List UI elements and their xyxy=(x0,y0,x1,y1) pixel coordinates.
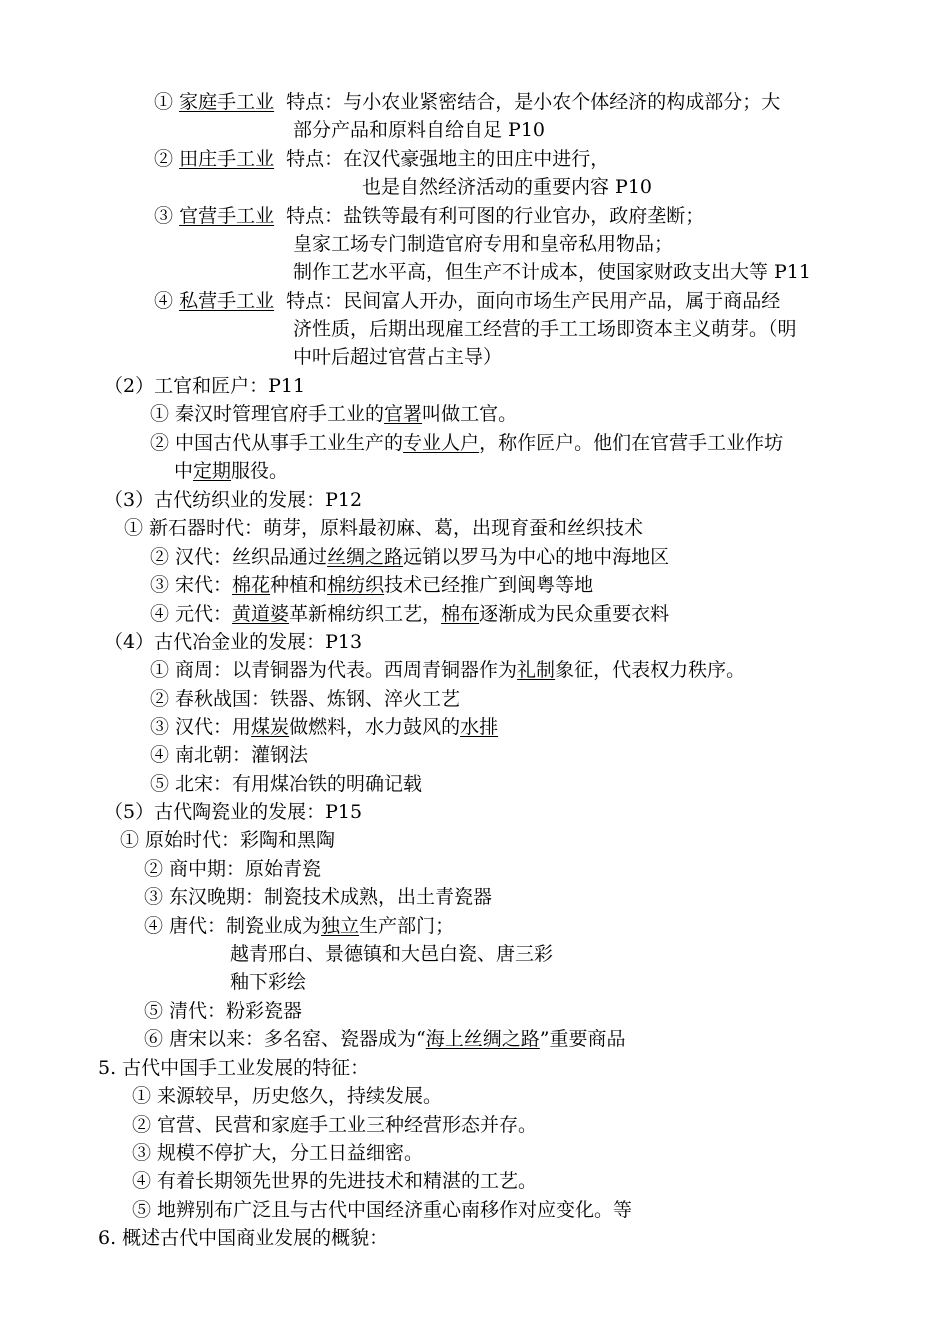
text-line: 中叶后超过官营占主导） xyxy=(293,346,503,368)
item-number: ④ xyxy=(154,290,174,312)
item-number: ① xyxy=(154,91,174,113)
list-item-cont: 釉下彩绘 xyxy=(230,971,307,993)
text: 做燃料，水力鼓风的 xyxy=(289,716,461,738)
item-number: ② xyxy=(154,148,174,170)
list-item: ③ 规模不停扩大，分工日益细密。 xyxy=(132,1142,424,1164)
craft-3-line xyxy=(154,202,704,230)
craft-name: 官营手工业 xyxy=(179,205,275,227)
list-item xyxy=(150,571,593,599)
list-item: ⑤ 地辨别布广泛且与古代中国经济重心南移作对应变化。等 xyxy=(132,1199,633,1221)
list-item xyxy=(150,600,669,628)
question-heading: 5. 古代中国手工业发展的特征： xyxy=(98,1057,370,1079)
text-line: 在汉代豪强地主的田庄中进行， xyxy=(343,148,610,170)
underlined-term: 黄道婆 xyxy=(232,603,290,625)
text: 逐渐成为民众重要衣料 xyxy=(479,603,670,625)
craft-2-line xyxy=(154,145,609,173)
craft-4-line xyxy=(154,287,780,315)
underlined-term: 棉花 xyxy=(232,574,271,596)
item-number: ③ xyxy=(154,205,174,227)
underlined-term: 水排 xyxy=(460,716,499,738)
feature-label: 特点： xyxy=(286,205,344,227)
text: ④ 元代： xyxy=(150,603,233,625)
text: ③ 汉代：用 xyxy=(150,716,252,738)
text-line: 也是自然经济活动的重要内容 P10 xyxy=(362,176,653,198)
list-item xyxy=(144,912,454,940)
text: ② 中国古代从事手工业生产的 xyxy=(150,432,404,454)
text: 中 xyxy=(174,460,194,482)
list-item: ⑤ 北宋：有用煤冶铁的明确记载 xyxy=(150,773,423,795)
underlined-term: 海上丝绸之路 xyxy=(425,1028,540,1050)
feature-label: 特点： xyxy=(286,290,344,312)
underlined-term: 棉布 xyxy=(441,603,480,625)
list-item: ③ 东汉晚期：制瓷技术成熟，出土青瓷器 xyxy=(144,886,493,908)
underlined-term: 棉纺织 xyxy=(327,574,385,596)
list-item: ① 来源较早，历史悠久，持续发展。 xyxy=(132,1085,443,1107)
list-item: ② 春秋战国：铁器、炼钢、淬火工艺 xyxy=(150,688,461,710)
text: 象征，代表权力秩序。 xyxy=(555,659,746,681)
text-line: 制作工艺水平高，但生产不计成本，使国家财政支出大等 P11 xyxy=(293,261,812,283)
text-line: 盐铁等最有利可图的行业官办，政府垄断； xyxy=(343,205,705,227)
text: ④ 唐代：制瓷业成为 xyxy=(144,915,322,937)
text: 技术已经推广到闽粤等地 xyxy=(384,574,594,596)
list-item xyxy=(150,543,669,571)
text: 革新棉纺织工艺， xyxy=(289,603,442,625)
underlined-term: 礼制 xyxy=(517,659,556,681)
section-heading: （4）古代冶金业的发展：P13 xyxy=(104,631,363,653)
list-item xyxy=(150,713,498,741)
text-line: 部分产品和原料自给自足 P10 xyxy=(293,119,546,141)
list-item xyxy=(150,656,745,684)
list-item: ② 官营、民营和家庭手工业三种经营形态并存。 xyxy=(132,1114,538,1136)
feature-label: 特点： xyxy=(286,148,344,170)
text-line: 民间富人开办，面向市场生产民用产品，属于商品经 xyxy=(343,290,781,312)
section-heading: （2）工官和匠户：P11 xyxy=(104,375,306,397)
underlined-term: 独立 xyxy=(321,915,360,937)
text: ① 商周：以青铜器为代表。西周青铜器作为 xyxy=(150,659,518,681)
list-item xyxy=(150,429,783,457)
list-item xyxy=(144,1025,626,1053)
craft-name: 私营手工业 xyxy=(179,290,275,312)
text: ，称作匠户。他们在官营手工业作坊 xyxy=(479,432,784,454)
section-heading: （3）古代纺织业的发展：P12 xyxy=(104,489,363,511)
question-heading: 6. 概述古代中国商业发展的概貌： xyxy=(98,1227,389,1249)
text-line: 皇家工场专门制造官府专用和皇帝私用物品； xyxy=(293,233,674,255)
list-item: ② 商中期：原始青瓷 xyxy=(144,858,322,880)
list-item: ④ 有着长期领先世界的先进技术和精湛的工艺。 xyxy=(132,1170,538,1192)
underlined-term: 定期 xyxy=(193,460,232,482)
craft-1-line xyxy=(154,88,780,116)
list-item-cont xyxy=(174,457,288,485)
text: ② 汉代：丝织品通过 xyxy=(150,546,328,568)
underlined-term: 煤炭 xyxy=(251,716,290,738)
text: 服役。 xyxy=(231,460,289,482)
text: ① 秦汉时管理官府手工业的 xyxy=(150,403,385,425)
list-item-cont: 越青邢白、景德镇和大邑白瓷、唐三彩 xyxy=(230,943,554,965)
text: ”重要商品 xyxy=(539,1028,626,1050)
text: 生产部门； xyxy=(359,915,455,937)
text: ⑥ 唐宋以来：多名窑、瓷器成为“ xyxy=(144,1028,426,1050)
text: ③ 宋代： xyxy=(150,574,233,596)
list-item: ① 新石器时代：萌芽，原料最初麻、葛，出现育蚕和丝织技术 xyxy=(124,517,644,539)
underlined-term: 专业人户 xyxy=(403,432,480,454)
list-item: ④ 南北朝：灌钢法 xyxy=(150,744,309,766)
list-item: ① 原始时代：彩陶和黑陶 xyxy=(120,829,336,851)
craft-name: 田庄手工业 xyxy=(179,148,275,170)
list-item: ⑤ 清代：粉彩瓷器 xyxy=(144,1000,303,1022)
text-line: 济性质，后期出现雇工经营的手工工场即资本主义萌芽。（明 xyxy=(293,318,797,340)
section-heading: （5）古代陶瓷业的发展：P15 xyxy=(104,801,363,823)
text-line: 与小农业紧密结合，是小农个体经济的构成部分；大 xyxy=(343,91,781,113)
text: 远销以罗马为中心的地中海地区 xyxy=(403,546,670,568)
feature-label: 特点： xyxy=(286,91,344,113)
craft-name: 家庭手工业 xyxy=(179,91,275,113)
text: 种植和 xyxy=(270,574,328,596)
underlined-term: 官署 xyxy=(384,403,423,425)
text: 叫做工官。 xyxy=(422,403,518,425)
underlined-term: 丝绸之路 xyxy=(327,546,404,568)
list-item xyxy=(150,400,517,428)
